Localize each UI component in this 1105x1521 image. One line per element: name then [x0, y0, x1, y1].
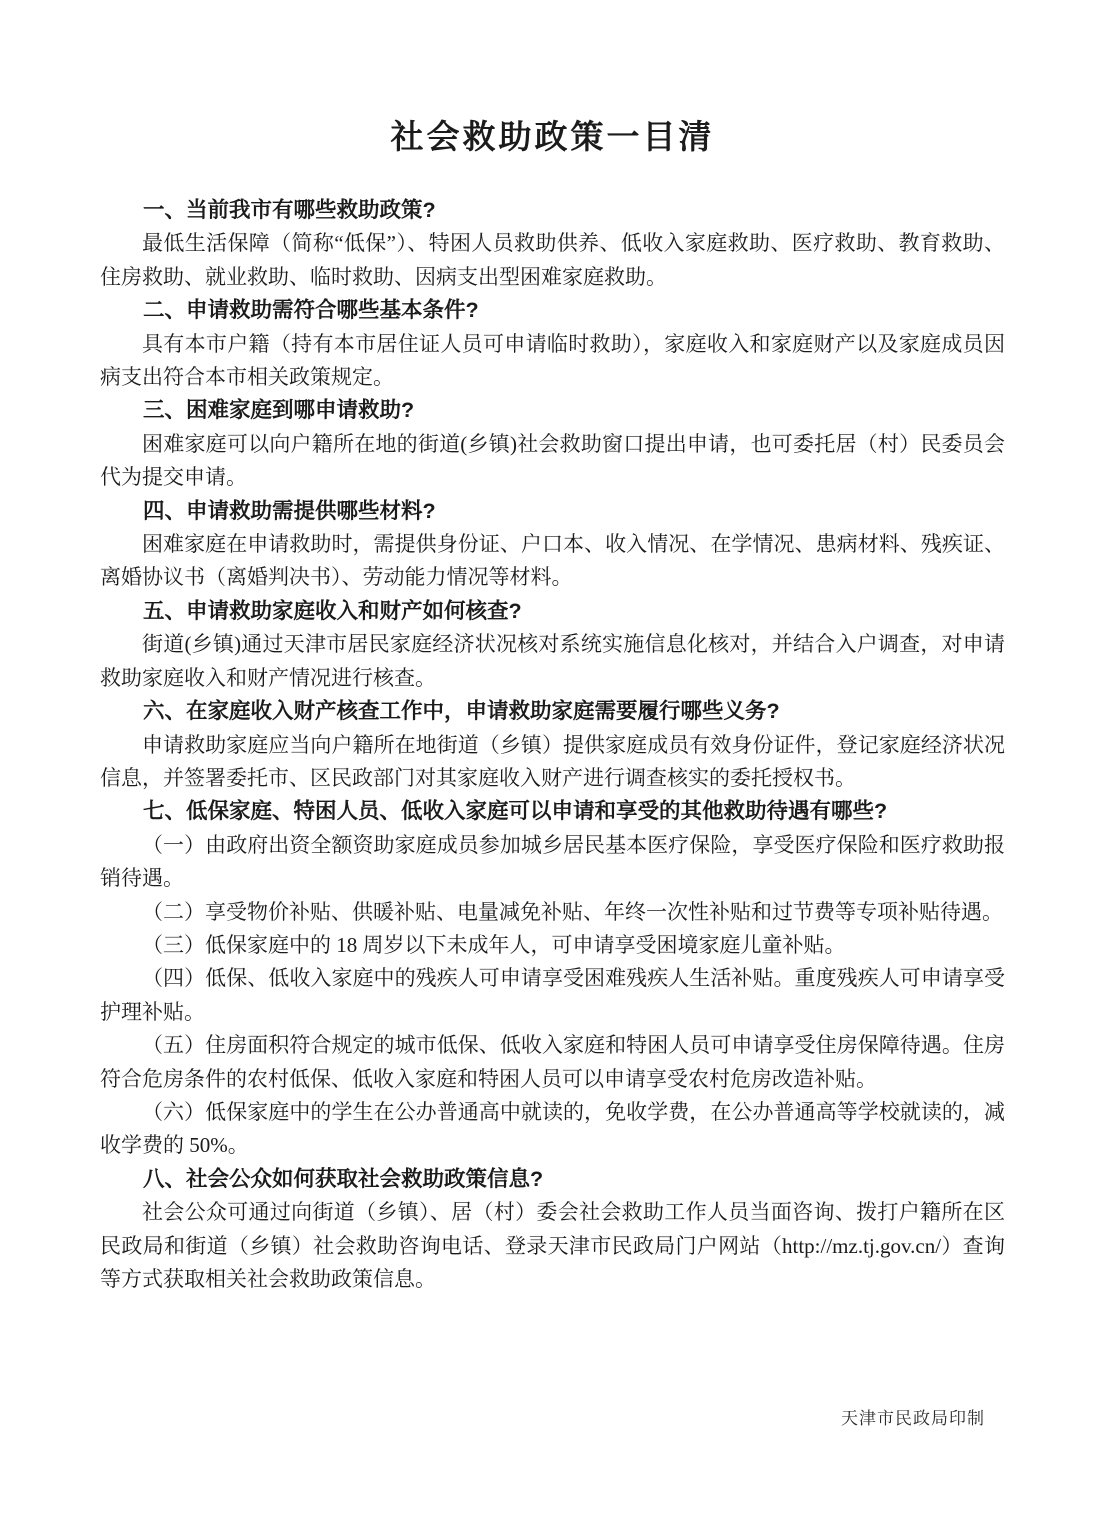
section-3-where-to-apply	[100, 394, 1005, 494]
section-7-heading: 七、低保家庭、特困人员、低收入家庭可以申请和享受的其他救助待遇有哪些?	[143, 799, 888, 824]
section-7-other-benefits	[100, 795, 1005, 1162]
section-4-materials	[100, 495, 1005, 595]
section-7-item-6: （六）低保家庭中的学生在公办普通高中就读的，免收学费，在公办普通高等学校就读的，减收学费的 50%。	[100, 1099, 1005, 1158]
section-5-paragraph: 街道(乡镇)通过天津市居民家庭经济状况核对系统实施信息化核对，并结合入户调查，对申请救助家庭收入和财产情况进行核查。	[100, 632, 1005, 690]
section-6-heading: 六、在家庭收入财产核查工作中，申请救助家庭需要履行哪些义务?	[143, 699, 780, 724]
section-8-get-info	[100, 1163, 1005, 1297]
section-7-item-3: （三）低保家庭中的 18 周岁以下未成年人，可申请享受困境家庭儿童补贴。	[142, 932, 846, 957]
document-title: 社会救助政策一目清	[390, 120, 715, 156]
section-8-heading: 八、社会公众如何获取社会救助政策信息?	[143, 1166, 544, 1191]
section-7-item-1: （一）由政府出资全额资助家庭成员参加城乡居民基本医疗保险，享受医疗保险和医疗救助报销待遇。	[100, 832, 1005, 891]
section-4-heading: 四、申请救助需提供哪些材料?	[143, 498, 436, 523]
section-5-heading: 五、申请救助家庭收入和财产如何核查?	[143, 598, 522, 623]
section-4-paragraph: 困难家庭在申请救助时，需提供身份证、户口本、收入情况、在学情况、患病材料、残疾证、离婚协议书（离婚判决书）、劳动能力情况等材料。	[100, 532, 1005, 590]
section-6-obligations	[100, 695, 1005, 795]
section-1-heading: 一、当前我市有哪些救助政策?	[143, 198, 436, 222]
section-7-item-4: （四）低保、低收入家庭中的残疾人可申请享受困难残疾人生活补贴。重度残疾人可申请享受护理补贴。	[100, 966, 1005, 1024]
section-1-policies	[100, 194, 1005, 294]
section-2-basic-conditions	[100, 294, 1005, 394]
section-3-heading: 三、困难家庭到哪申请救助?	[143, 398, 415, 423]
section-1-paragraph: 最低生活保障（简称“低保”）、特困人员救助供养、低收入家庭救助、医疗救助、教育救助、住房救助、就业救助、临时救助、因病支出型困难家庭救助。	[100, 231, 1005, 289]
section-8-paragraph: 社会公众可通过向街道（乡镇）、居（村）委会社会救助工作人员当面咨询、拨打户籍所在区民政局和街道（乡镇）社会救助咨询电话、登录天津市民政局门户网站（http://mz.tj.gov.cn/）查询等方式获取相关社会救助政策信息。	[100, 1200, 1005, 1291]
section-2-paragraph: 具有本市户籍（持有本市居住证人员可申请临时救助），家庭收入和家庭财产以及家庭成员因病支出符合本市相关政策规定。	[100, 331, 1005, 390]
section-3-paragraph: 困难家庭可以向户籍所在地的街道(乡镇)社会救助窗口提出申请，也可委托居（村）民委员会代为提交申请。	[100, 431, 1005, 490]
section-5-verification	[100, 595, 1005, 695]
document-body	[100, 194, 1005, 1296]
section-7-item-5: （五）住房面积符合规定的城市低保、低收入家庭和特困人员可申请享受住房保障待遇。住房符合危房条件的农村低保、低收入家庭和特困人员可以申请享受农村危房改造补贴。	[100, 1033, 1005, 1091]
section-2-heading: 二、申请救助需符合哪些基本条件?	[143, 298, 479, 323]
section-7-item-2: （二）享受物价补贴、供暖补贴、电量减免补贴、年终一次性补贴和过节费等专项补贴待遇。	[142, 899, 1003, 924]
document-footer: 天津市民政局印制	[841, 1409, 985, 1428]
section-6-paragraph: 申请救助家庭应当向户籍所在地街道（乡镇）提供家庭成员有效身份证件，登记家庭经济状况信息，并签署委托市、区民政部门对其家庭收入财产进行调查核实的委托授权书。	[100, 732, 1005, 790]
